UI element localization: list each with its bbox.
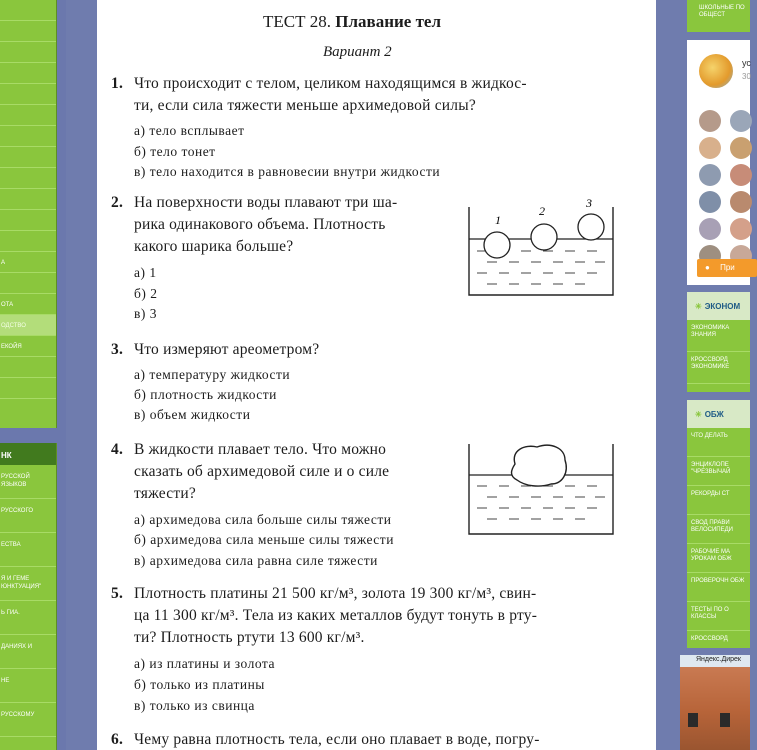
ball-label-3: 3 — [586, 196, 592, 210]
title-number: ТЕСТ 28. — [263, 12, 331, 31]
obzh-heading: ✳ ОБЖ — [687, 400, 750, 428]
left-menu-item[interactable] — [0, 231, 56, 252]
left-menu-bottom — [0, 443, 57, 750]
obzh-link[interactable]: ПРОВЕРОЧН ОБЖ — [687, 573, 750, 602]
join-button-label: При — [720, 263, 735, 272]
economics-link-1[interactable]: ЭКОНОМИКА ЗНАНИЯ — [687, 320, 750, 352]
left-menu-item[interactable]: ОТА — [0, 294, 56, 315]
q2-number: 2. — [111, 194, 124, 211]
q3-answer-b: б) плотность жидкости — [134, 387, 277, 402]
q4-line3: тяжести? — [134, 485, 196, 502]
q4-answer-c: в) архимедова сила равна силе тяжести — [134, 553, 378, 568]
q2-line2: рика одинакового объема. Плотность — [134, 216, 386, 233]
q2-line1: На поверхности воды плавают три ша- — [134, 194, 398, 211]
q5-number: 5. — [111, 585, 124, 602]
q6-number: 6. — [111, 731, 124, 748]
community-name[interactable]: ус — [742, 58, 751, 68]
page-title — [263, 12, 441, 32]
left-menu-top — [0, 0, 57, 428]
left-menu-heading: НК — [0, 443, 56, 465]
left-menu-item[interactable] — [0, 126, 56, 147]
community-widget — [687, 40, 750, 285]
q2-line3: какого шарика больше? — [134, 238, 294, 255]
obzh-link[interactable]: ТЕСТЫ ПО О КЛАССЫ — [687, 602, 750, 631]
section-star-icon: ✳ — [695, 410, 702, 419]
ball-1 — [484, 232, 510, 258]
obzh-section — [687, 400, 750, 648]
q4-number: 4. — [111, 441, 124, 458]
q3-answer-a: а) температуру жидкости — [134, 367, 291, 382]
q3-number: 3. — [111, 341, 124, 358]
left-menu-item[interactable]: РУССКОЙ ЯЗЫКОВ — [0, 465, 56, 499]
ad-window — [688, 713, 698, 727]
q1-line1: Что происходит с телом, целиком находящимся в жидкос- — [134, 75, 527, 92]
left-menu-item[interactable]: ЕКОЙЯ — [0, 336, 56, 357]
left-menu-item[interactable] — [0, 147, 56, 168]
left-menu-item[interactable] — [0, 105, 56, 126]
obzh-link[interactable]: ЭНЦИКЛОПЕ "ЧРЕЗВЫЧАЙ — [687, 457, 750, 486]
obzh-link[interactable]: СВОД ПРАВИ ВЕЛОСИПЕДИ — [687, 515, 750, 544]
obzh-link[interactable]: ЧТО ДЕЛАТЬ — [687, 428, 750, 457]
left-menu-item[interactable] — [0, 0, 56, 21]
variant-label: Вариант 2 — [323, 44, 392, 60]
q4-answer-b: б) архимедова сила меньше силы тяжести — [134, 532, 394, 547]
q4-line1: В жидкости плавает тело. Что можно — [134, 441, 387, 458]
left-menu-item[interactable]: ЕСТВА — [0, 533, 56, 567]
left-menu-item[interactable] — [0, 21, 56, 42]
q4-answer-a: а) архимедова сила больше силы тяжести — [134, 512, 392, 527]
left-menu-item[interactable] — [0, 42, 56, 63]
economics-link-2[interactable]: КРОССВОРД ЭКОНОМИКЕ — [687, 352, 750, 384]
community-avatar[interactable] — [699, 54, 733, 88]
left-menu-item[interactable]: ДАНИЯХ И — [0, 635, 56, 669]
q3-answer-c: в) объем жидкости — [134, 407, 251, 422]
member-avatar[interactable] — [730, 191, 752, 213]
member-avatar[interactable] — [699, 164, 721, 186]
left-menu-item[interactable]: А — [0, 252, 56, 273]
right-sidebar — [680, 0, 750, 750]
left-menu-item[interactable]: Ь ГИА. — [0, 601, 56, 635]
q5-answer-b: б) только из платины — [134, 677, 265, 692]
q6-line1: Чему равна плотность тела, если оно плавает в воде, погру- — [134, 731, 540, 748]
top-link[interactable]: ШКОЛЬНЫЕ ПО ОБЩЕСТ — [699, 5, 745, 18]
member-avatar[interactable] — [730, 110, 752, 132]
left-menu-item[interactable] — [0, 273, 56, 294]
top-link-box[interactable] — [687, 0, 750, 32]
member-avatar[interactable] — [699, 191, 721, 213]
q2-answer-a: а) 1 — [134, 265, 157, 280]
left-menu-item[interactable]: ОДСТВО — [0, 315, 56, 336]
obzh-link[interactable]: КРОССВОРД — [687, 631, 750, 660]
q1-line2: ти, если сила тяжести меньше архимедовой силы? — [134, 97, 476, 114]
ball-3 — [578, 214, 604, 240]
left-menu-item[interactable]: РУССКОМУ — [0, 703, 56, 737]
member-avatar[interactable] — [730, 218, 752, 240]
economics-section — [687, 292, 750, 392]
ball-label-1: 1 — [495, 213, 501, 227]
q1-answer-a: а) тело всплывает — [134, 123, 245, 138]
floating-body — [512, 445, 567, 486]
obzh-link[interactable]: РАБОЧИЕ МА УРОКАМ ОБЖ — [687, 544, 750, 573]
q1-answer-c: в) тело находится в равновесии внутри жидкости — [134, 164, 441, 179]
left-menu-item[interactable]: НЕ — [0, 669, 56, 703]
left-menu-item[interactable] — [0, 378, 56, 399]
ad-window — [720, 713, 730, 727]
member-avatar[interactable] — [730, 137, 752, 159]
ball-2 — [531, 224, 557, 250]
member-avatar[interactable] — [699, 110, 721, 132]
left-menu-item[interactable] — [0, 189, 56, 210]
left-menu-item[interactable] — [0, 168, 56, 189]
title-topic: Плавание тел — [335, 12, 442, 31]
economics-heading: ✳ ЭКОНОМ — [687, 292, 750, 320]
q5-line2: ца 11 300 кг/м³. Тела из каких металлов будут тонуть в рту- — [134, 607, 538, 624]
section-star-icon: ✳ — [695, 302, 702, 311]
left-menu-item[interactable]: Я И ГЕМЕ ЮНКТУАЦИЯ" — [0, 567, 56, 601]
q5-answer-c: в) только из свинца — [134, 698, 255, 713]
left-menu-item[interactable] — [0, 210, 56, 231]
q3-line1: Что измеряют ареометром? — [134, 341, 320, 358]
join-button[interactable] — [697, 259, 757, 277]
q1-number: 1. — [111, 75, 124, 92]
left-menu-item[interactable] — [0, 357, 56, 378]
q4-line2: сказать об архимедовой силе и о силе — [134, 463, 390, 480]
three-balls-figure — [467, 195, 617, 297]
q5-line3: ти? Плотность ртути 13 600 кг/м³. — [134, 629, 365, 646]
q1-answer-b: б) тело тонет — [134, 144, 216, 159]
q5-line1: Плотность платины 21 500 кг/м³, золота 19 300 кг/м³, свин- — [134, 585, 537, 602]
floating-body-figure — [467, 442, 617, 537]
member-avatar[interactable] — [699, 218, 721, 240]
left-menu-item[interactable]: РУССКОГО — [0, 499, 56, 533]
ad-label: Яндекс.Дирек — [696, 656, 741, 663]
test-page — [97, 0, 656, 750]
ad-banner[interactable] — [680, 655, 750, 750]
left-sidebar — [0, 0, 66, 750]
q2-answer-b: б) 2 — [134, 286, 158, 301]
q2-answer-c: в) 3 — [134, 306, 157, 321]
member-avatar[interactable] — [699, 137, 721, 159]
join-icon: ● — [705, 263, 710, 272]
left-menu-item[interactable] — [0, 84, 56, 105]
obzh-link[interactable]: РЕКОРДЫ СТ — [687, 486, 750, 515]
left-menu-item[interactable] — [0, 63, 56, 84]
q5-answer-a: а) из платины и золота — [134, 656, 275, 671]
community-count: 30 — [742, 72, 751, 81]
ball-label-2: 2 — [539, 204, 545, 218]
member-avatar[interactable] — [730, 164, 752, 186]
